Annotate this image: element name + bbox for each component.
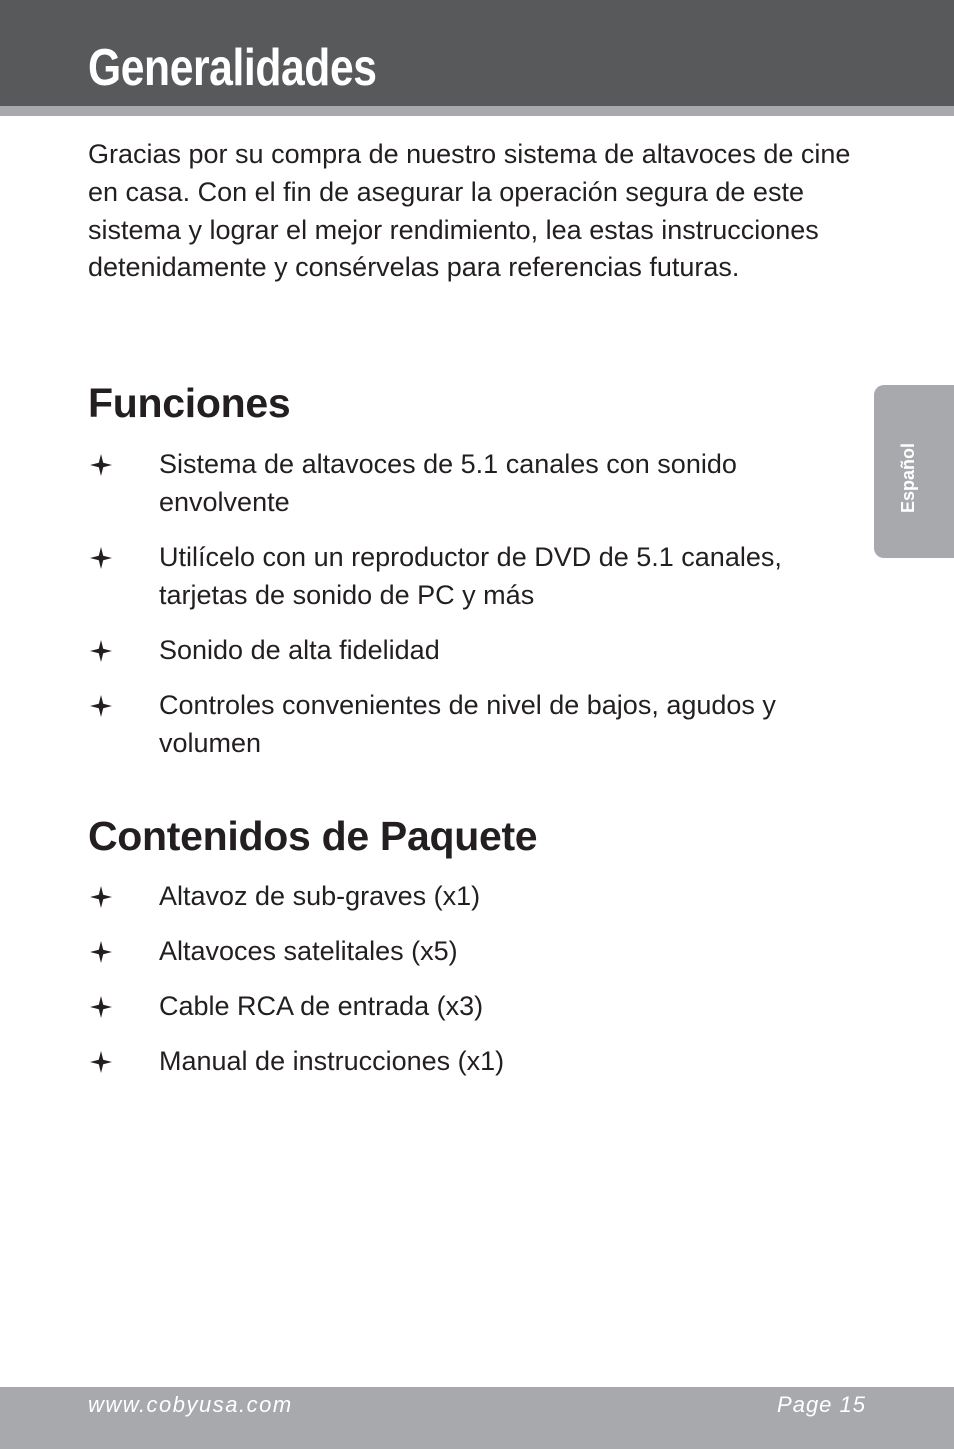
four-point-star-icon	[90, 547, 112, 569]
section-heading-contenidos: Contenidos de Paquete	[88, 813, 538, 859]
language-side-tab	[874, 385, 954, 558]
list-item	[88, 1042, 848, 1080]
list-item	[88, 877, 848, 915]
list-item-text: Controles convenientes de nivel de bajos, agudos y volumen	[159, 690, 776, 758]
funciones-list	[88, 445, 848, 779]
four-point-star-icon	[90, 695, 112, 717]
list-item	[88, 445, 848, 521]
four-point-star-icon	[90, 941, 112, 963]
footer-url: www.cobyusa.com	[88, 1392, 293, 1417]
section-heading-funciones: Funciones	[88, 380, 291, 426]
list-item	[88, 932, 848, 970]
list-item-text: Cable RCA de entrada (x3)	[159, 991, 484, 1021]
list-item-text: Altavoz de sub-graves (x1)	[159, 881, 481, 911]
four-point-star-icon	[90, 640, 112, 662]
footer-strip	[0, 1423, 954, 1449]
list-item	[88, 538, 848, 614]
list-item	[88, 631, 848, 669]
list-item-text: Utilícelo con un reproductor de DVD de 5.1 canales, tarjetas de sonido de PC y más	[159, 542, 782, 610]
contenidos-list	[88, 877, 848, 1097]
four-point-star-icon	[90, 1051, 112, 1073]
list-item	[88, 686, 848, 762]
page-number: Page 15	[777, 1392, 866, 1417]
side-tab-label: Español	[898, 442, 918, 513]
list-item-text: Sistema de altavoces de 5.1 canales con sonido envolvente	[159, 449, 737, 517]
page-title: Generalidades	[88, 39, 377, 97]
four-point-star-icon	[90, 454, 112, 476]
four-point-star-icon	[90, 996, 112, 1018]
four-point-star-icon	[90, 886, 112, 908]
header-rule	[0, 106, 954, 116]
list-item	[88, 987, 848, 1025]
intro-paragraph: Gracias por su compra de nuestro sistema de altavoces de cine en casa. Con el fin de asegurar la operación segura de este sistema y lograr el mejor rendimiento, lea estas instrucciones detenidamente y consérvelas para referencias futuras.	[88, 139, 851, 283]
list-item-text: Manual de instrucciones (x1)	[159, 1046, 505, 1076]
list-item-text: Altavoces satelitales (x5)	[159, 936, 458, 966]
list-item-text: Sonido de alta fidelidad	[159, 635, 440, 665]
